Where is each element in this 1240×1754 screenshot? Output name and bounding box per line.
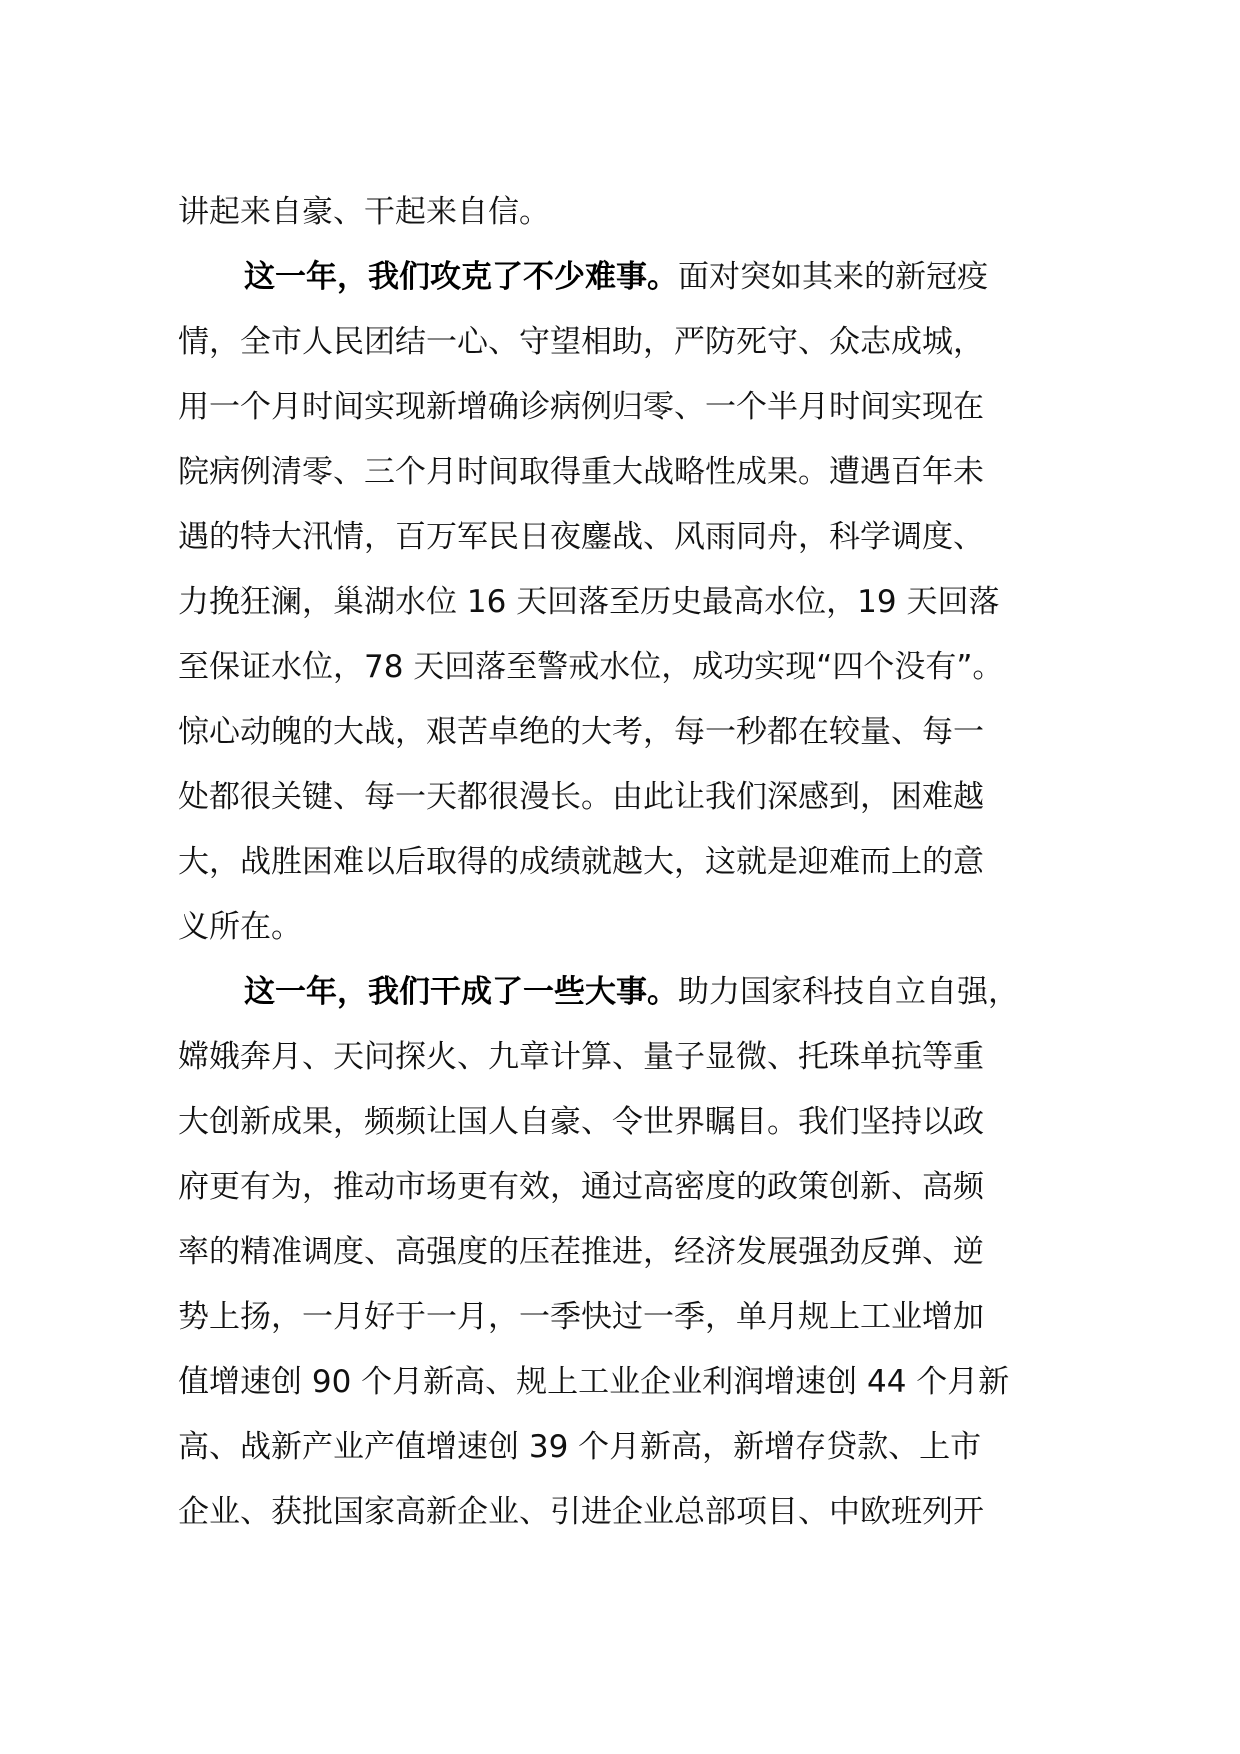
paragraph-line [178,245,1088,310]
paragraph-line: 情，全市人民团结一心、守望相助，严防死守、众志成城， [178,324,984,360]
paragraph-line: 惊心动魄的大战，艰苦卓绝的大考，每一秒都在较量、每一 [178,714,984,750]
paragraph-line: 大，战胜困难以后取得的成绩就越大，这就是迎难而上的意 [178,844,984,880]
paragraph-line-text: 面对突如其来的新冠疫 [678,259,988,295]
paragraph-line: 义所在。 [178,909,302,945]
paragraph-line [178,960,1088,1025]
paragraph-line: 企业、获批国家高新企业、引进企业总部项目、中欧班列开 [178,1494,984,1530]
paragraph-line: 讲起来自豪、干起来自信。 [178,194,550,230]
paragraph-line: 院病例清零、三个月时间取得重大战略性成果。遭遇百年未 [178,454,984,490]
paragraph-heading: 这一年，我们干成了一些大事。 [244,974,678,1010]
body-text [178,180,1088,1545]
paragraph-line: 处都很关键、每一天都很漫长。由此让我们深感到，困难越 [178,779,984,815]
paragraph-line: 势上扬，一月好于一月，一季快过一季，单月规上工业增加 [178,1299,984,1335]
paragraph-line: 嫦娥奔月、天问探火、九章计算、量子显微、托珠单抗等重 [178,1039,984,1075]
paragraph-line: 遇的特大汛情，百万军民日夜鏖战、风雨同舟，科学调度、 [178,519,984,555]
paragraph-line-text: 助力国家科技自立自强， [678,974,1019,1010]
paragraph-line: 大创新成果，频频让国人自豪、令世界瞩目。我们坚持以政 [178,1104,984,1140]
paragraph-line: 率的精准调度、高强度的压茬推进，经济发展强劲反弹、逆 [178,1234,984,1270]
paragraph-heading: 这一年，我们攻克了不少难事。 [244,259,678,295]
paragraph-line: 至保证水位，78 天回落至警戒水位，成功实现“四个没有”。 [178,649,1004,685]
paragraph-line: 用一个月时间实现新增确诊病例归零、一个半月时间实现在 [178,389,984,425]
paragraph-line: 力挽狂澜，巢湖水位 16 天回落至历史最高水位，19 天回落 [178,584,1000,620]
paragraph-line: 高、战新产业产值增速创 39 个月新高，新增存贷款、上市 [178,1429,982,1465]
paragraph-line: 府更有为，推动市场更有效，通过高密度的政策创新、高频 [178,1169,984,1205]
paragraph-line: 值增速创 90 个月新高、规上工业企业利润增速创 44 个月新 [178,1364,1010,1400]
